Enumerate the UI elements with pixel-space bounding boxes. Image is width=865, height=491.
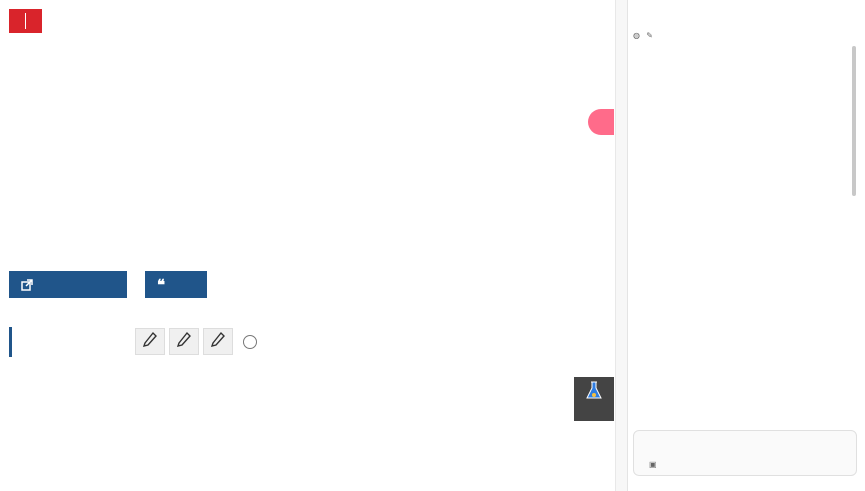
kimi-summary-content xyxy=(642,38,852,428)
flask-icon xyxy=(584,380,604,402)
quote-icon: ❝ xyxy=(157,275,166,294)
help-question-icon[interactable] xyxy=(243,335,257,349)
kimi-scrollbar-thumb[interactable] xyxy=(852,46,856,196)
highlighter-red-icon[interactable] xyxy=(135,328,165,355)
external-link-icon xyxy=(21,279,33,291)
cite-button[interactable] xyxy=(145,271,207,298)
help-widget[interactable] xyxy=(574,377,614,421)
settings-icon[interactable]: ✎ xyxy=(646,31,653,40)
pen-icon xyxy=(136,329,164,349)
save-to-notes-button[interactable] xyxy=(649,460,657,469)
badge-divider xyxy=(25,13,26,29)
identifiers-row xyxy=(9,227,16,241)
pen-icon xyxy=(204,329,232,349)
affiliations-row xyxy=(9,206,21,220)
kimi-question-input[interactable] xyxy=(633,430,857,476)
abstract-accent-bar xyxy=(9,327,12,357)
journal-metric-badge xyxy=(9,9,42,33)
full-text-links-button[interactable] xyxy=(9,271,127,298)
highlighter-green-icon[interactable] xyxy=(203,328,233,355)
note-icon: ▣ xyxy=(649,460,657,469)
highlighter-yellow-icon[interactable] xyxy=(169,328,199,355)
highlight-color-yellow xyxy=(175,347,193,350)
highlight-color-red xyxy=(141,347,159,350)
highlight-color-green xyxy=(209,347,227,350)
globe-icon[interactable]: ◍ xyxy=(633,31,640,40)
pen-icon xyxy=(170,329,198,349)
translate-icon[interactable] xyxy=(588,109,614,135)
